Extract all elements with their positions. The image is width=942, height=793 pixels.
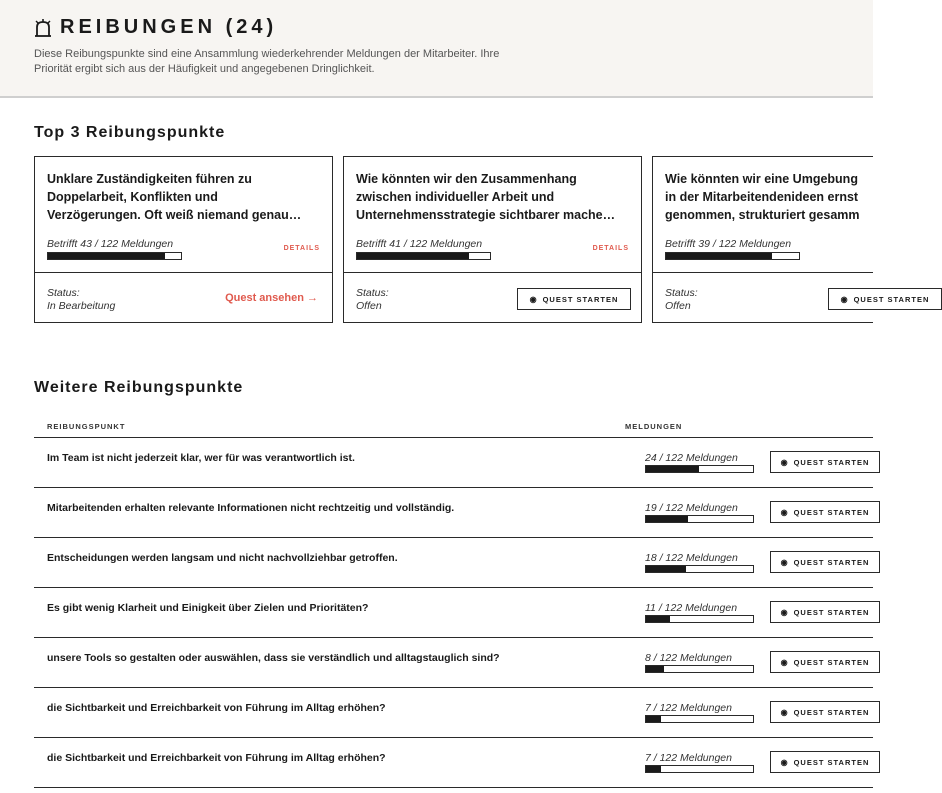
row-text: Es gibt wenig Klarheit und Einigkeit über Zielen und Prioritäten? bbox=[47, 602, 369, 614]
button-label: QUEST STARTEN bbox=[793, 707, 870, 717]
page-description: Diese Reibungspunkte sind eine Ansammlung wiederkehrender Meldungen der Mitarbeiter. Ihre Priorität ergibt sich aus der Häufigkeit und angegebenen Dringlichkeit. bbox=[34, 48, 500, 75]
card-text bbox=[665, 170, 874, 224]
title-row bbox=[34, 16, 277, 39]
row-progress-fill bbox=[646, 516, 688, 522]
row-reports-count: 24 / 122 Meldungen bbox=[645, 452, 738, 464]
card-text bbox=[47, 170, 319, 224]
card-progress-fill bbox=[357, 253, 469, 259]
row-progress-bar bbox=[645, 615, 754, 623]
button-label: QUEST STARTEN bbox=[853, 294, 930, 304]
card-line: Unklare Zuständigkeiten führen zu bbox=[47, 172, 252, 186]
details-link[interactable]: DETAILS bbox=[283, 245, 320, 252]
card-top bbox=[344, 157, 641, 273]
card-line: in der Mitarbeitendenideen ernst bbox=[665, 190, 859, 204]
start-quest-button[interactable] bbox=[770, 751, 880, 773]
row-text: Entscheidungen werden langsam und nicht nachvollziehbar getroffen. bbox=[47, 552, 398, 564]
row-reports-count: 11 / 122 Meldungen bbox=[645, 602, 738, 614]
medal-icon: ◉ bbox=[780, 507, 789, 517]
row-progress-fill bbox=[646, 566, 686, 572]
row-text: unsere Tools so gestalten oder auswählen, dass sie verständlich und alltagstauglich sind? bbox=[47, 652, 500, 664]
medal-icon: ◉ bbox=[840, 294, 849, 304]
row-reports-count: 7 / 122 Meldungen bbox=[645, 702, 732, 714]
column-header-reports: MELDUNGEN bbox=[625, 422, 683, 431]
row-progress-fill bbox=[646, 666, 664, 672]
medal-icon: ◉ bbox=[529, 294, 538, 304]
status-label: Status: bbox=[356, 287, 389, 299]
card-line: Wie könnten wir den Zusammenhang bbox=[356, 172, 577, 186]
button-label: QUEST STARTEN bbox=[793, 607, 870, 617]
row-progress-bar bbox=[645, 765, 754, 773]
status-label: Status: bbox=[665, 287, 698, 299]
top3-card-2 bbox=[343, 156, 642, 323]
table-row bbox=[0, 587, 873, 637]
bell-icon bbox=[34, 18, 52, 38]
row-progress-bar bbox=[645, 565, 754, 573]
row-progress-bar bbox=[645, 665, 754, 673]
row-reports-count: 18 / 122 Meldungen bbox=[645, 552, 738, 564]
button-label: QUEST STARTEN bbox=[793, 657, 870, 667]
card-progress-fill bbox=[48, 253, 165, 259]
top3-card-1 bbox=[34, 156, 333, 323]
row-progress-bar bbox=[645, 465, 754, 473]
status-label: Status: bbox=[47, 287, 80, 299]
table-row bbox=[0, 537, 873, 587]
row-text: Im Team ist nicht jederzeit klar, wer für was verantwortlich ist. bbox=[47, 452, 355, 464]
status-value: In Bearbeitung bbox=[47, 300, 116, 312]
medal-icon: ◉ bbox=[780, 557, 789, 567]
details-link[interactable]: DETAILS bbox=[592, 245, 629, 252]
card-reports-count: Betrifft 41 / 122 Meldungen bbox=[356, 238, 483, 250]
row-progress-fill bbox=[646, 716, 661, 722]
start-quest-button[interactable] bbox=[828, 288, 942, 310]
row-progress-fill bbox=[646, 466, 699, 472]
start-quest-button[interactable] bbox=[517, 288, 631, 310]
row-reports-count: 7 / 122 Meldungen bbox=[645, 752, 732, 764]
card-progress-bar bbox=[665, 252, 800, 260]
card-status bbox=[356, 287, 389, 313]
row-text: die Sichtbarkeit und Erreichbarkeit von Führung im Alltag erhöhen? bbox=[47, 752, 386, 764]
start-quest-button[interactable] bbox=[770, 451, 880, 473]
medal-icon: ◉ bbox=[780, 757, 789, 767]
card-line: Verzögerungen. Oft weiß niemand genau… bbox=[47, 208, 302, 222]
card-status bbox=[665, 287, 698, 313]
column-header-point: REIBUNGSPUNKT bbox=[47, 422, 126, 431]
button-label: QUEST STARTEN bbox=[793, 557, 870, 567]
row-progress-bar bbox=[645, 715, 754, 723]
button-label: QUEST STARTEN bbox=[793, 757, 870, 767]
top3-card-3 bbox=[652, 156, 930, 323]
top3-title: Top 3 Reibungspunkte bbox=[34, 124, 226, 141]
card-progress-bar bbox=[356, 252, 491, 260]
card-reports-count: Betrifft 39 / 122 Meldungen bbox=[665, 238, 792, 250]
medal-icon: ◉ bbox=[780, 657, 789, 667]
row-progress-bar bbox=[645, 515, 754, 523]
row-text: Mitarbeitenden erhalten relevante Informationen nicht rechtzeitig und vollständig. bbox=[47, 502, 455, 514]
card-top bbox=[653, 157, 873, 273]
row-reports-count: 19 / 122 Meldungen bbox=[645, 502, 738, 514]
card-line: zwischen individueller Arbeit und bbox=[356, 190, 555, 204]
start-quest-button[interactable] bbox=[770, 651, 880, 673]
start-quest-button[interactable] bbox=[770, 501, 880, 523]
card-text bbox=[356, 170, 628, 224]
table-row bbox=[0, 437, 873, 487]
table-row bbox=[0, 687, 873, 737]
table-row bbox=[0, 637, 873, 687]
card-progress-fill bbox=[666, 253, 772, 259]
row-progress-fill bbox=[646, 616, 670, 622]
page-title: REIBUNGEN (24) bbox=[60, 16, 278, 38]
more-title: Weitere Reibungspunkte bbox=[34, 379, 244, 396]
button-label: QUEST STARTEN bbox=[542, 294, 619, 304]
status-value: Offen bbox=[356, 300, 382, 312]
card-line: genommen, strukturiert gesamm bbox=[665, 208, 860, 222]
button-label: QUEST STARTEN bbox=[793, 507, 870, 517]
card-status bbox=[47, 287, 115, 313]
table-row bbox=[0, 487, 873, 537]
medal-icon: ◉ bbox=[780, 707, 789, 717]
card-line: Unternehmensstrategie sichtbarer mache… bbox=[356, 208, 616, 222]
row-text: die Sichtbarkeit und Erreichbarkeit von Führung im Alltag erhöhen? bbox=[47, 702, 386, 714]
card-line: Wie könnten wir eine Umgebung bbox=[665, 172, 858, 186]
status-value: Offen bbox=[665, 300, 691, 312]
card-reports-count: Betrifft 43 / 122 Meldungen bbox=[47, 238, 174, 250]
button-label: QUEST STARTEN bbox=[793, 457, 870, 467]
start-quest-button[interactable] bbox=[770, 551, 880, 573]
card-line: Doppelarbeit, Konflikten und bbox=[47, 190, 218, 204]
start-quest-button[interactable] bbox=[770, 601, 880, 623]
row-divider bbox=[34, 787, 873, 788]
medal-icon: ◉ bbox=[780, 607, 789, 617]
card-top bbox=[35, 157, 332, 273]
card-progress-bar bbox=[47, 252, 182, 260]
row-progress-fill bbox=[646, 766, 661, 772]
view-quest-link[interactable]: Quest ansehen → bbox=[225, 292, 318, 304]
page-header bbox=[0, 0, 873, 98]
row-reports-count: 8 / 122 Meldungen bbox=[645, 652, 732, 664]
start-quest-button[interactable] bbox=[770, 701, 880, 723]
medal-icon: ◉ bbox=[780, 457, 789, 467]
table-row bbox=[0, 737, 873, 787]
